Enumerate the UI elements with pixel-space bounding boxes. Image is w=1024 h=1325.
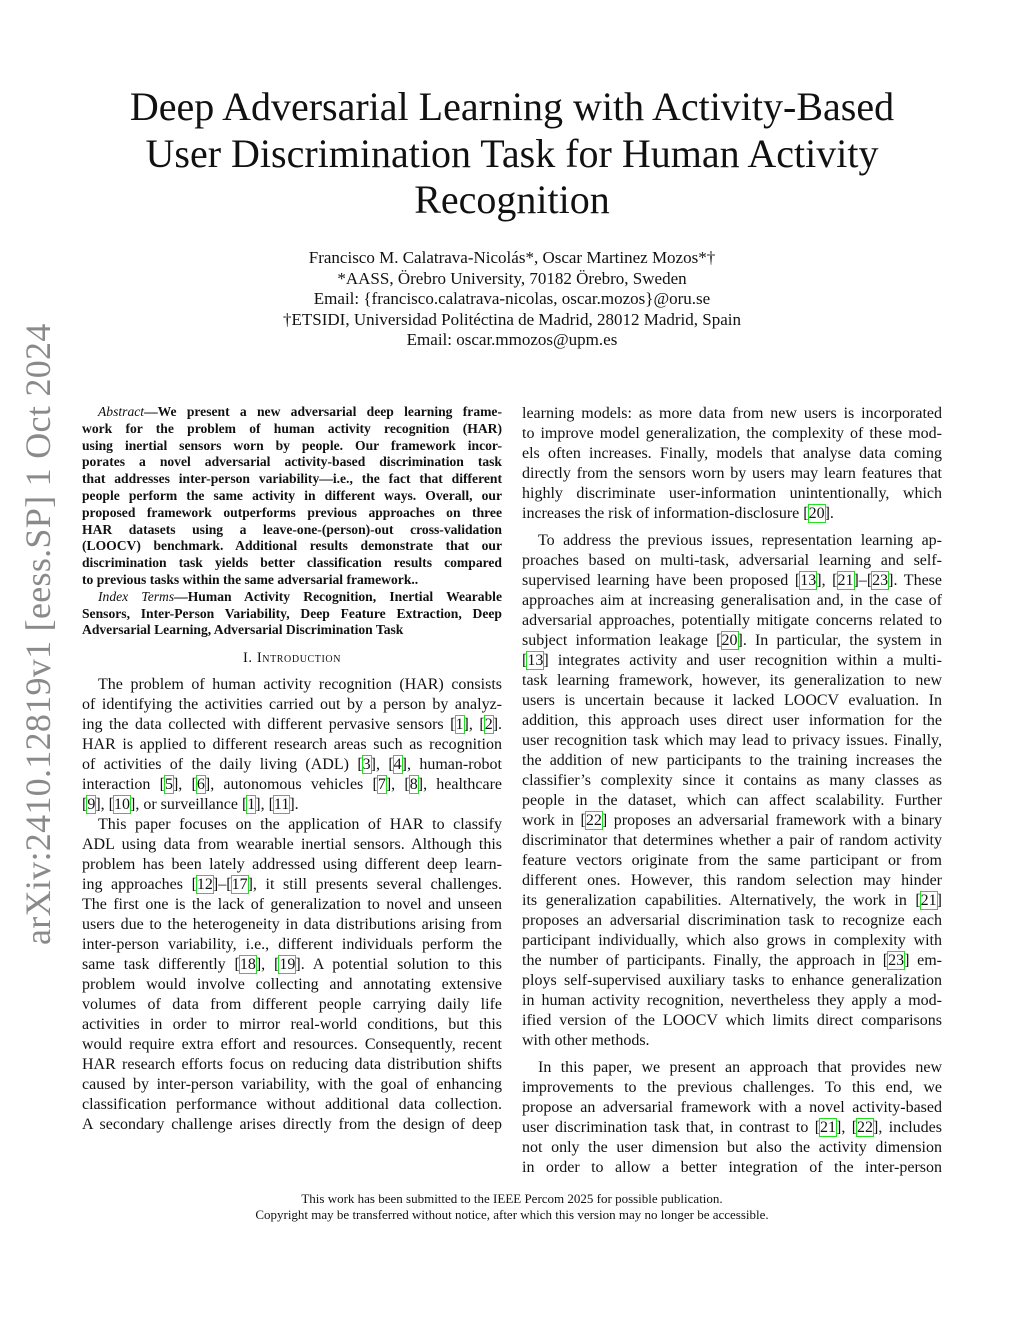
text-line: activities in order to mirror real-world conditions, but this [82, 1016, 502, 1034]
title-line: User Discrimination Task for Human Activity [145, 130, 879, 176]
text-line: of activities of the daily living (ADL) [3], [4], human-robot [82, 756, 503, 774]
section-heading: I. Introduction [242, 650, 342, 667]
text-line: ing the data collected with different pervasive sensors [1], [2]. [82, 716, 503, 734]
line-text: —Human Activity Recognition, Inertial Wearable [174, 588, 502, 604]
text-line: subject information leakage [20]. In particular, the system in [522, 632, 943, 649]
text-line: adversarial approaches, potentially mitigate concerns related to [522, 612, 942, 629]
citation-link[interactable]: 12 [196, 876, 213, 894]
text-line: in human activity recognition, nevertheless they apply a mod- [522, 992, 942, 1009]
citation-link[interactable]: 20 [808, 505, 825, 522]
paragraph [82, 815, 502, 1135]
text-line: of identifying the activities carried out by a person by analyz- [82, 696, 502, 714]
text-line: In this paper, we present an approach that provides new [538, 1059, 942, 1076]
text-line: user recognition task which may lead to privacy issues. Finally, [522, 732, 942, 749]
text-line: user discrimination task that, in contrast to [21], [22], includes [522, 1119, 943, 1136]
citation-link[interactable]: 23 [888, 952, 905, 969]
citation-link[interactable]: 1 [247, 796, 256, 814]
arxiv-identifier: arXiv:2410.12819v1 [eess.SP] 1 Oct 2024 [18, 323, 58, 945]
text-line: interaction [5], [6], autonomous vehicles [7], [8], healthcare [82, 776, 503, 794]
citation-link[interactable]: 1 [455, 716, 464, 734]
author-block [0, 248, 1024, 351]
citation-link[interactable]: 8 [409, 776, 418, 794]
citation-link[interactable]: 9 [87, 796, 96, 814]
text-line: supervised learning have been proposed [13], [21]–[23]. These [522, 572, 942, 589]
citation-link[interactable]: 20 [721, 632, 738, 649]
abstract-line [82, 488, 502, 505]
author-names: Francisco M. Calatrava-Nicolás*, Oscar Martinez Mozos*† [308, 248, 716, 267]
citation-link[interactable]: 13 [800, 572, 817, 589]
citation-link[interactable]: 22 [857, 1119, 874, 1136]
text-line: proaches based on multi-task, adversarial learning and self- [522, 552, 942, 569]
citation-link[interactable]: 21 [820, 1119, 837, 1136]
line-text: —We present a new adversarial deep learning frame- [144, 404, 502, 419]
index-terms-line [82, 589, 502, 606]
citation-link[interactable]: 18 [239, 956, 256, 974]
text-line: with other methods. [522, 1032, 650, 1049]
abstract-line [82, 555, 502, 572]
text-line: HAR is applied to different research areas such as recognition [82, 736, 502, 754]
text-line: different ones. However, this random selection may hinder [522, 872, 942, 889]
email-1: Email: {francisco.calatrava-nicolas, oscar.mozos}@oru.se [313, 289, 711, 308]
right-column [522, 404, 942, 1185]
paragraph [522, 404, 942, 524]
footer-note [0, 1191, 1024, 1223]
text-line: task learning framework, however, its generalization to new [522, 672, 942, 689]
paper-title [0, 84, 1024, 224]
line-text: people perform the same activity in different ways. Overall, our [82, 487, 502, 503]
text-line: not only the user dimension but also the activity dimension [522, 1139, 942, 1156]
text-line: approaches aim at increasing generalisation and, in the case of [522, 592, 942, 609]
text-line: same task differently [18], [19]. A potential solution to this [82, 956, 503, 974]
citation-link[interactable]: 21 [837, 572, 854, 589]
text-line: classifier’s complexity since it contains as many classes as [522, 772, 942, 789]
text-line: learning models: as more data from new users is incorporated [522, 405, 942, 422]
paragraph [522, 1058, 942, 1178]
citation-link[interactable]: 10 [113, 796, 130, 814]
abstract-line [82, 522, 502, 539]
citation-link[interactable]: 7 [377, 776, 386, 794]
text-line: The first one is the lack of generalization to novel and unseen [82, 896, 502, 914]
citation-link[interactable]: 21 [920, 892, 937, 909]
footer-line: Copyright may be transferred without notice, after which this version may no longer be accessible. [255, 1207, 769, 1222]
text-line: problem has been lately addressed using different deep learn- [82, 856, 502, 874]
line-text: that addresses inter-person variability—i.e., the fact that different [82, 471, 502, 487]
line-text: HAR datasets using a leave-one-(person)-out cross-validation [82, 521, 502, 537]
abstract-line [82, 404, 502, 421]
line-text: proposed framework outperforms previous approaches on three [82, 504, 502, 520]
line-text: discrimination task yields better classification results compared [82, 555, 502, 571]
line-text: using inertial sensors worn by people. Our framework incor- [82, 437, 502, 453]
footer-line: This work has been submitted to the IEEE Percom 2025 for possible publication. [301, 1191, 723, 1206]
text-line: users is uncertain because it lacked LOOCV evaluation. In [522, 692, 942, 709]
text-line: propose an adversarial framework with a novel activity-based [522, 1099, 942, 1116]
text-line: ing approaches [12]–[17], it still presents several challenges. [82, 876, 503, 894]
text-line: problem would involve collecting and annotating extensive [82, 976, 502, 994]
introduction-right [522, 404, 942, 1178]
text-line: A secondary challenge arises directly from the design of deep [82, 1116, 502, 1134]
text-line: volumes of data from different people carrying daily life [82, 996, 502, 1014]
index-terms-line [82, 606, 502, 623]
title-line: Deep Adversarial Learning with Activity-Based [129, 84, 895, 129]
text-line: This paper focuses on the application of HAR to classify [98, 816, 502, 834]
text-line: the addition of new participants to the training increases the [522, 752, 942, 769]
text-line: addition, this approach uses direct user information for the [522, 712, 942, 729]
affiliation-2: †ETSIDI, Universidad Politéctina de Madrid, 28012 Madrid, Spain [283, 309, 741, 329]
introduction-left [82, 675, 502, 1135]
title-line: Recognition [414, 177, 610, 222]
citation-link[interactable]: 4 [393, 756, 402, 774]
text-line: directly from the sensors worn by users may learn features that [522, 465, 942, 482]
text-line: To address the previous issues, representation learning ap- [538, 532, 942, 549]
text-line: highly discriminate user-information unintentionally, which [522, 485, 942, 502]
text-line: caused by inter-person variability, with the goal of enhancing [82, 1076, 502, 1094]
citation-link[interactable]: 3 [362, 756, 371, 774]
citation-link[interactable]: 23 [872, 572, 889, 589]
paragraph [82, 675, 502, 815]
line-text: work for the problem of human activity recognition (HAR) [82, 420, 502, 436]
text-line: discriminator that determines whether a pair of random activity [522, 832, 942, 849]
text-line: HAR research efforts focus on reducing data distribution shifts [82, 1056, 502, 1074]
text-line: els often increases. Finally, models that analyse data coming [522, 445, 942, 462]
text-line: ified version of the LOOCV which limits direct comparisons [522, 1012, 942, 1029]
abstract-line [82, 572, 502, 589]
text-line: increases the risk of information-disclosure [20]. [522, 505, 834, 522]
index-terms-label: Index Terms [98, 588, 175, 604]
line-text: porates a novel adversarial activity-based discrimination task [82, 454, 502, 470]
text-line: the number of participants. Finally, the approach in [23] em- [522, 952, 943, 969]
abstract-line [82, 471, 502, 488]
line-text: Sensors, Inter-Person Variability, Deep Feature Extraction, Deep [82, 605, 502, 621]
index-terms-line [82, 622, 502, 639]
text-line: its generalization capabilities. Alternatively, the work in [21] [522, 892, 942, 909]
text-line: inter-person variability, i.e., different individuals perform the [82, 936, 502, 954]
abstract-label: Abstract [98, 404, 145, 419]
text-line: proposes an adversarial discrimination task to recognize each [522, 912, 942, 929]
text-line: users due to the heterogeneity in data distributions arising from [82, 916, 502, 934]
citation-link[interactable]: 5 [164, 776, 173, 794]
text-line: would require extra effort and resources. Consequently, recent [82, 1036, 502, 1054]
affiliation-1: *AASS, Örebro University, 70182 Örebro, Sweden [337, 268, 687, 288]
text-line: participant individually, which also grows in complexity with [522, 932, 942, 949]
text-line: [9], [10], or surveillance [1], [11]. [82, 796, 299, 814]
text-line: feature vectors originate from the same participant or from [522, 852, 942, 869]
abstract [82, 404, 502, 639]
text-line: ADL using data from wearable inertial sensors. Although this [82, 836, 502, 854]
text-line: people in the dataset, which can affect scalability. Further [522, 792, 942, 809]
text-line: in order to allow a better integration of the inter-person [522, 1159, 942, 1176]
line-text: Adversarial Learning, Adversarial Discrimination Task [82, 622, 404, 638]
citation-link[interactable]: 17 [231, 876, 248, 894]
abstract-line [82, 454, 502, 471]
text-line: classification performance without additional data collection. [82, 1096, 502, 1114]
abstract-line [82, 421, 502, 438]
citation-link[interactable]: 11 [273, 796, 290, 814]
text-line: [13] integrates activity and user recognition within a multi- [522, 652, 942, 669]
line-text: (LOOCV) benchmark. Additional results demonstrate that our [82, 538, 502, 554]
text-line: to improve model generalization, the complexity of these mod- [522, 425, 942, 442]
text-line: ploys self-supervised auxiliary tasks to enhance generalization [522, 972, 942, 989]
email-2: Email: oscar.mmozos@upm.es [406, 330, 618, 349]
citation-link[interactable]: 2 [484, 716, 493, 734]
text-line: work in [22] proposes an adversarial framework with a binary [522, 812, 943, 829]
abstract-line [82, 505, 502, 522]
abstract-line [82, 438, 502, 455]
citation-link[interactable]: 13 [527, 652, 544, 669]
citation-link[interactable]: 22 [585, 812, 602, 829]
left-column [82, 404, 502, 1142]
text-line: improvements to the previous challenges. To this end, we [522, 1079, 942, 1096]
paragraph [522, 531, 942, 1051]
citation-link[interactable]: 19 [279, 956, 296, 974]
line-text: to previous tasks within the same adversarial framework.. [82, 571, 419, 587]
text-line: The problem of human activity recognition (HAR) consists [98, 676, 502, 694]
abstract-line [82, 538, 502, 555]
citation-link[interactable]: 6 [196, 776, 205, 794]
